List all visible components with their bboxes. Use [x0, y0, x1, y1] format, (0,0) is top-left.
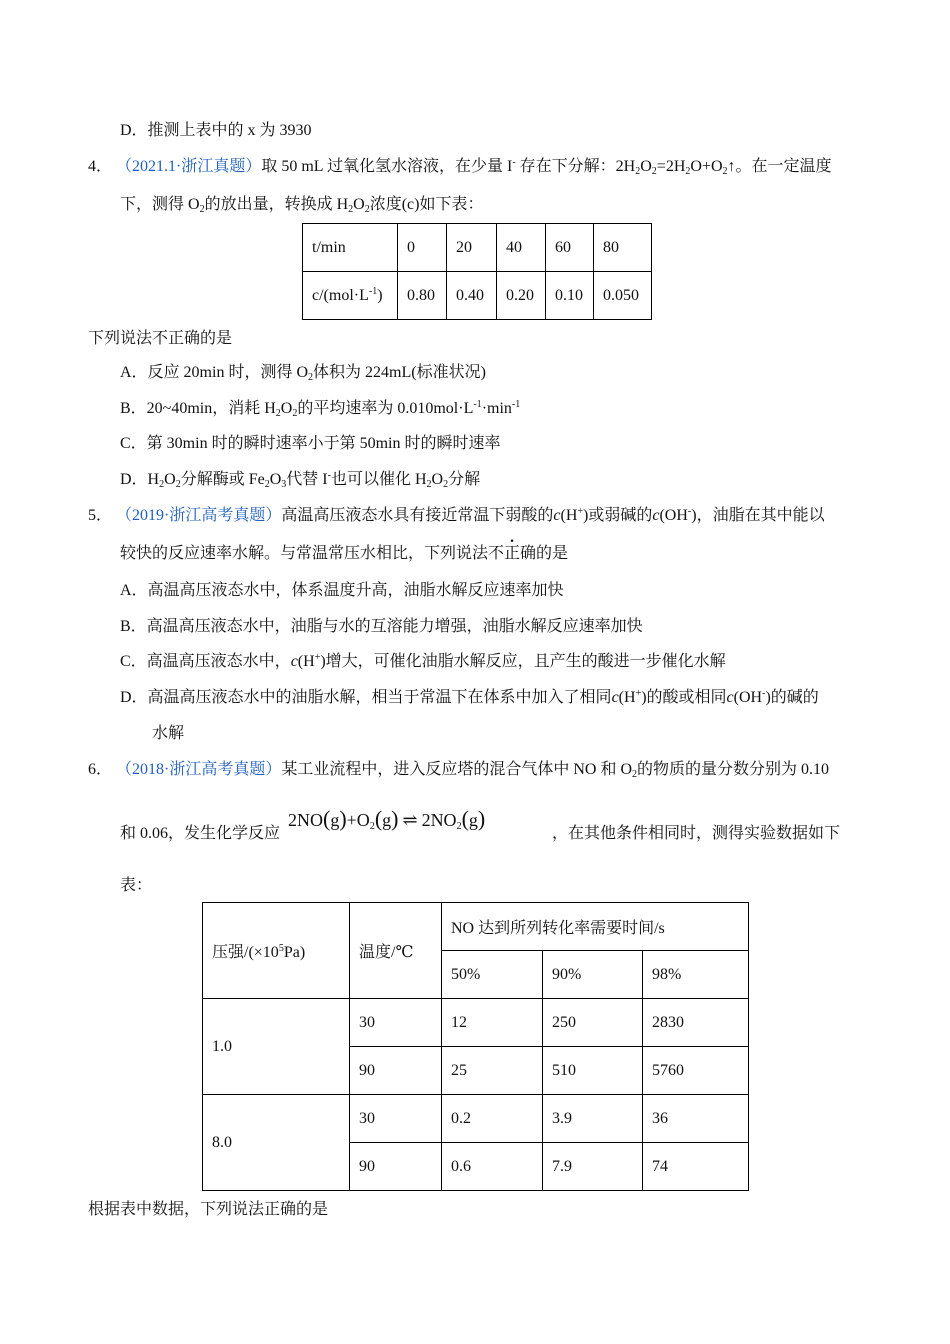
question-number: 5．	[88, 507, 113, 524]
option-text: 分解	[448, 471, 481, 488]
sub: 2	[264, 479, 270, 490]
sup: -	[687, 506, 692, 517]
table-cell: 90	[350, 1143, 442, 1191]
equilibrium-arrow-icon: ⇌	[402, 810, 418, 830]
sup: -1	[473, 399, 482, 410]
sup: 5	[278, 943, 284, 954]
q4-ask: 下列说法不正确的是	[88, 330, 233, 347]
eq-text: g	[468, 810, 478, 830]
table-cell: 5760	[643, 1047, 749, 1095]
stem-text: 某工业流程中，进入反应塔的混合气体中 NO 和 O	[281, 761, 633, 778]
option-text: ·min	[481, 400, 512, 417]
stem-text: =2H	[656, 158, 686, 175]
table-cell: 7.9	[543, 1143, 643, 1191]
option-text: D．高温高压液态水中的油脂水解，相当于常温下在体系中加入了相同	[120, 689, 612, 706]
eq-text: 2NO	[421, 810, 457, 830]
stem-text: 取 50 mL 过氧化氢水溶液，在少量 I	[261, 158, 513, 175]
option-text: D．H	[120, 471, 160, 488]
stem-text: ↑。在一定温度	[727, 158, 832, 175]
italic-c: c	[652, 507, 660, 524]
table-cell: 20	[447, 224, 497, 272]
emphasis-dots: 不正确	[488, 545, 537, 562]
sub: 2	[292, 408, 298, 419]
table-cell: 2830	[643, 999, 749, 1047]
option-text: 分解酶或 Fe	[180, 471, 265, 488]
table-cell: 12	[442, 999, 543, 1047]
table-cell: 0.20	[497, 272, 546, 320]
q4-option-c: C．第 30min 时的瞬时速率小于第 50min 时的瞬时速率	[120, 435, 501, 452]
pressure-cell: 8.0	[203, 1095, 350, 1191]
option-text: )的酸或相同	[641, 689, 727, 706]
sub: 2	[175, 479, 181, 490]
stem-text: (H	[560, 507, 578, 524]
table-cell: t/min	[303, 224, 398, 272]
table-cell: 80	[594, 224, 652, 272]
sub: 2	[199, 204, 205, 215]
option-text: (OH	[733, 689, 763, 706]
sup: +	[577, 506, 584, 517]
sub: 2	[651, 166, 657, 177]
table-cell: 30	[350, 1095, 442, 1143]
table-row	[203, 1095, 749, 1143]
table-cell: 60	[546, 224, 594, 272]
reaction-equation: $2NO(g)+O_2(g)$ ⇌ $2NO_2(g)$	[288, 806, 486, 832]
source-tag: （2018·浙江高考真题）	[124, 761, 282, 778]
eq-text: g	[330, 810, 340, 830]
table-cell: 0.050	[594, 272, 652, 320]
stem-text: 下，测得 O	[120, 196, 200, 213]
option-text: 也可以催化 H	[330, 471, 427, 488]
stem-text: )或弱碱的	[583, 507, 653, 524]
cell-text: c/(mol·L	[312, 287, 369, 304]
q5-stem-line1	[88, 502, 825, 525]
q6-stem-line2-b: ，在其他条件相同时，测得实验数据如下	[552, 825, 841, 842]
stem-text: 存在下分解：2H	[519, 158, 636, 175]
cell-text: )	[377, 287, 383, 304]
option-text: A．反应 20min 时，测得 O	[120, 364, 309, 381]
sub: 2	[685, 166, 691, 177]
sub: 2	[159, 479, 165, 490]
q6-ask: 根据表中数据，下列说法正确的是	[88, 1201, 329, 1218]
eq-text: +O	[346, 810, 370, 830]
sub: 2	[369, 821, 375, 832]
sub: 3	[281, 479, 287, 490]
q5-option-a: A．高温高压液态水中，体系温度升高，油脂水解反应速率加快	[120, 582, 564, 599]
table-cell: 0.6	[442, 1143, 543, 1191]
source-tag: （2021.1·浙江真题）	[124, 158, 262, 175]
table-cell: 30	[350, 999, 442, 1047]
q4-option-d: D．$H_2O_2$分解酶或 $Fe_2O_3$代替 I-也可以催化 $H_2O_2$分解	[120, 470, 481, 490]
option-text: 体积为 224mL(标准状况)	[313, 364, 486, 381]
stem-text: )，油脂在其中能以	[691, 507, 825, 524]
sub: 2	[426, 479, 432, 490]
header-pct: 90%	[543, 951, 643, 999]
q4-option-a	[120, 359, 486, 383]
table-row	[303, 272, 652, 320]
table-cell: 250	[543, 999, 643, 1047]
option-text: (H	[297, 653, 315, 670]
table-cell: 74	[643, 1143, 749, 1191]
stem-text: 高温高压液态水具有接近常温下弱酸的	[281, 507, 554, 524]
sub: 2	[443, 479, 449, 490]
header-pct: 50%	[442, 951, 543, 999]
table-cell	[303, 272, 398, 320]
question-number: 6．	[88, 761, 113, 778]
italic-c: c	[726, 689, 734, 706]
q4-stem-line2: 下，测得 $O_2$的放出量，转换成 $H_2O_2$浓度(c)如下表：	[120, 196, 484, 215]
table-cell: 25	[442, 1047, 543, 1095]
header-pct: 98%	[643, 951, 749, 999]
italic-c: c	[553, 507, 561, 524]
table-cell: 90	[350, 1047, 442, 1095]
cell-text: Pa)	[283, 944, 306, 961]
table-cell: 3.9	[543, 1095, 643, 1143]
eq-text: g	[382, 810, 392, 830]
table-cell: 0	[398, 224, 447, 272]
header-temperature: 温度/℃	[350, 903, 442, 999]
option-text: )增大，可催化油脂水解反应，且产生的酸进一步催化水解	[320, 653, 726, 670]
sup: +	[314, 652, 321, 663]
sup: -	[762, 688, 766, 699]
q6-stem-line1	[88, 756, 829, 780]
table-row	[303, 224, 652, 272]
q5-option-d-cont: 水解	[152, 725, 185, 742]
q5-option-c	[120, 648, 726, 671]
q4-option-b: B．20~40min，消耗 $H_2O_2$的平均速率为 $0.010mol\cdot L^{-1}\cdot\min^{-1}$	[120, 399, 521, 419]
q5-option-d	[120, 684, 819, 707]
italic-c: c	[611, 689, 619, 706]
table-cell: 510	[543, 1047, 643, 1095]
q6-stem-line3: 表：	[120, 877, 153, 894]
stem-text: 的是	[536, 545, 569, 562]
stem-text: 的物质的量分数分别为 0.10	[637, 761, 830, 778]
q5-stem-line2	[120, 540, 568, 563]
stem-text: 浓度(c)如下表：	[369, 196, 484, 213]
sub: 2	[722, 166, 728, 177]
stem-text: O+O	[690, 158, 723, 175]
header-pressure	[203, 903, 350, 999]
sub: 2	[456, 821, 462, 832]
table-cell: 0.2	[442, 1095, 543, 1143]
option-text: 代替 I	[286, 471, 328, 488]
italic-c: c	[290, 653, 298, 670]
stem-text: 的放出量，转换成 H	[204, 196, 349, 213]
q4-stem-line1: 4． （2021.1·浙江真题）取 50 mL 过氧化氢水溶液，在少量 I- 存在下分解：$2H_2O_2=2H_2O+O_2↑$。在一定温度	[88, 157, 832, 177]
q6-data-table	[202, 902, 749, 1191]
table-row	[203, 903, 749, 951]
option-text: C．高温高压液态水中，	[120, 653, 291, 670]
cell-text: 压强/(×10	[212, 944, 279, 961]
pressure-cell: 1.0	[203, 999, 350, 1095]
option-text: )的碱的	[765, 689, 819, 706]
sub: 2	[275, 408, 281, 419]
sub: 2	[348, 204, 354, 215]
table-cell: 0.80	[398, 272, 447, 320]
q6-stem-line2-a: 和 0.06，发生化学反应	[120, 825, 281, 842]
table-cell: 36	[643, 1095, 749, 1143]
table-cell: 40	[497, 224, 546, 272]
table-cell: 0.40	[447, 272, 497, 320]
sup: -1	[368, 286, 378, 297]
sub: 2	[632, 769, 638, 780]
source-tag: （2019·浙江高考真题）	[124, 507, 282, 524]
eq-text: 2NO	[288, 810, 323, 830]
sup: +	[635, 688, 642, 699]
stem-text: (OH	[659, 507, 688, 524]
header-time: NO 达到所列转化率需要时间/s	[442, 903, 749, 951]
q5-option-b: B．高温高压液态水中，油脂与水的互溶能力增强，油脂水解反应速率加快	[120, 618, 643, 635]
question-number: 4．	[88, 158, 113, 175]
sup: -1	[511, 399, 521, 410]
stem-text: 较快的反应速率水解。与常温常压水相比，下列说法	[120, 545, 489, 562]
option-text: (H	[618, 689, 636, 706]
table-cell: 0.10	[546, 272, 594, 320]
sup: -	[327, 470, 331, 481]
sup: -	[512, 157, 516, 168]
q4-data-table	[302, 223, 652, 320]
sub: 2	[308, 372, 314, 383]
sub: 2	[635, 166, 641, 177]
sub: 2	[364, 204, 370, 215]
table-row	[203, 999, 749, 1047]
option-text: 的平均速率为 0.010mol·L	[297, 400, 474, 417]
option-text: B．20~40min，消耗 H	[120, 400, 276, 417]
q3-option-d: D．推测上表中的 x 为 3930	[120, 122, 312, 139]
